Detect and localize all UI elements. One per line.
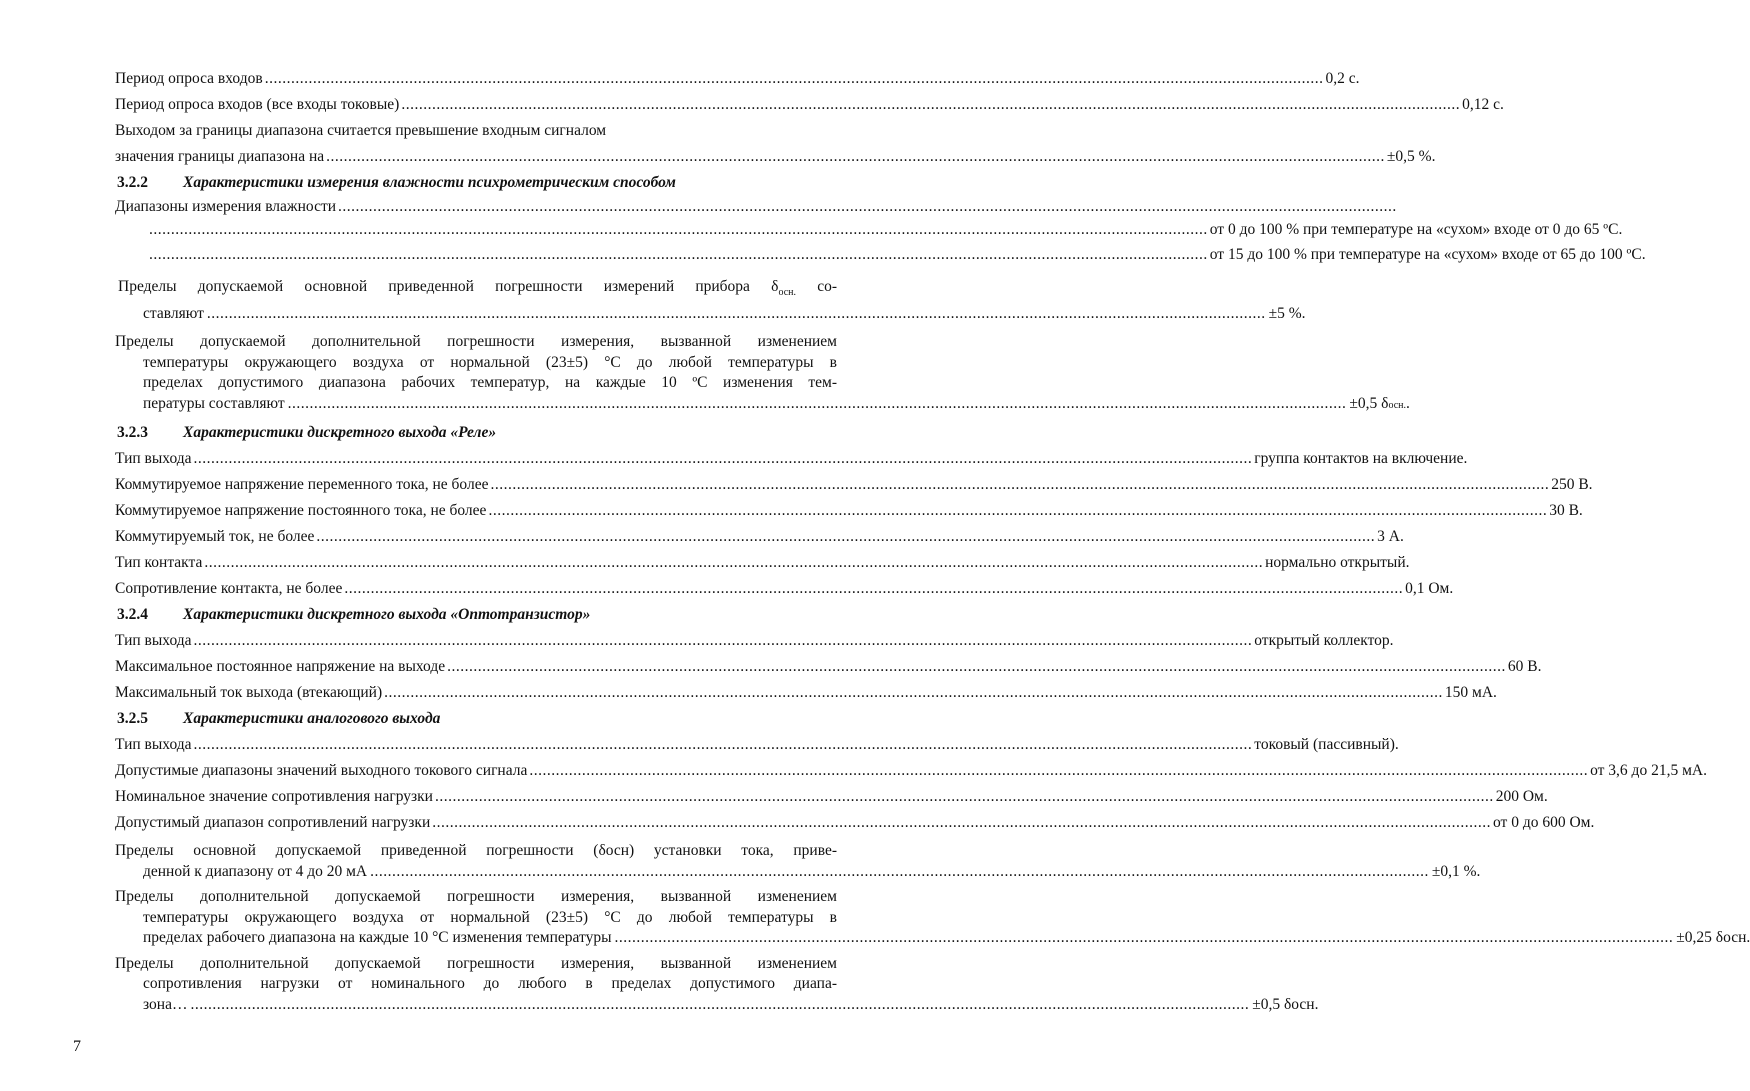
document-page: [115, 66, 1750, 1019]
spec-value: 250 В.: [1551, 476, 1593, 494]
error-paragraph: [115, 841, 1481, 882]
dot-leader: ..................................................................................................................................................................................................................................................: [614, 929, 1674, 947]
paragraph-line: пределах допустимого диапазона рабочих температур, на каждые 10 ºС изменения тем-: [143, 374, 837, 392]
spec-value: 0,1 Ом.: [1405, 580, 1454, 598]
page-number: 7: [73, 1038, 81, 1055]
spec-line: [115, 680, 1497, 706]
spec-label: Диапазоны измерения влажности: [115, 198, 337, 215]
dot-leader: ..................................................................................................................................................................................................................................................: [287, 394, 1347, 412]
spec-label: Тип выхода: [115, 736, 192, 754]
dot-leader: ..................................................................................................................................................................................................................................................: [264, 70, 1324, 87]
dot-leader: ..................................................................................................................................................................................................................................................: [338, 198, 1397, 215]
section-number: 3.2.2: [117, 174, 148, 191]
spec-label: Тип выхода: [115, 450, 192, 468]
spec-value: 150 мА.: [1444, 684, 1497, 702]
dot-leader: ..................................................................................................................................................................................................................................................: [370, 862, 1429, 880]
spec-label: значения границы диапазона на: [115, 148, 325, 165]
spec-value: 200 Ом.: [1495, 788, 1548, 806]
spec-line: [115, 144, 1436, 170]
error-paragraph: [115, 887, 1750, 949]
spec-label: Допустимые диапазоны значений выходного токового сигнала: [115, 762, 528, 780]
spec-value: токовый (пассивный).: [1254, 736, 1399, 754]
dot-leader: ..................................................................................................................................................................................................................................................: [193, 736, 1253, 754]
spec-label: Максимальный ток выхода (втекающий): [115, 684, 383, 702]
dot-leader: ..................................................................................................................................................................................................................................................: [193, 632, 1253, 650]
dot-leader: ..................................................................................................................................................................................................................................................: [490, 476, 1550, 494]
section-title: Характеристики дискретного выхода «Оптотранзистор»: [183, 606, 591, 624]
dot-leader: ..................................................................................................................................................................................................................................................: [401, 96, 1461, 113]
dot-leader: ..................................................................................................................................................................................................................................................: [384, 684, 1443, 702]
spec-label: Номинальное значение сопротивления нагрузки: [115, 788, 433, 806]
section-number: 3.2.5: [117, 710, 148, 728]
paragraph-line: пературы составляют .................................................................................................................................................................................................................................................. ±0,5 δ осн. .: [115, 394, 837, 417]
dot-leader: ..................................................................................................................................................................................................................................................: [529, 762, 1589, 780]
section-heading: [115, 420, 837, 446]
spec-value: нормально открытый.: [1265, 554, 1410, 572]
range-line: [115, 242, 1646, 268]
dot-leader: ..................................................................................................................................................................................................................................................: [149, 246, 1208, 263]
section-heading: [115, 706, 837, 732]
spec-label: Коммутируемое напряжение постоянного тока, не более: [115, 502, 487, 520]
dot-leader: ..................................................................................................................................................................................................................................................: [193, 450, 1253, 468]
dot-leader: ..................................................................................................................................................................................................................................................: [316, 528, 1376, 546]
spec-line: [115, 628, 1394, 654]
paragraph-line: денной к диапазону от 4 до 20 мА .................................................................................................................................................................................................................................................. ±0,1 %.: [115, 862, 837, 883]
paragraph-line: Пределы допускаемой основной приведенной погрешности измерений прибора $\delta_{осн.}$ со-: [118, 278, 837, 299]
section-number: 3.2.3: [117, 424, 148, 442]
spec-label: Коммутируемый ток, не более: [115, 528, 315, 546]
paragraph-line: ставляют .................................................................................................................................................................................................................................................. ±5 %.: [115, 304, 837, 325]
error-paragraph: [115, 277, 1306, 324]
paragraph-line: зона… .................................................................................................................................................................................................................................................. ±0,5 δосн.: [115, 995, 837, 1016]
spec-line: [115, 576, 1454, 602]
section-heading: [115, 602, 837, 628]
spec-value: от 0 до 600 Ом.: [1493, 814, 1595, 832]
dot-leader: ..................................................................................................................................................................................................................................................: [434, 788, 1494, 806]
paragraph-line: Пределы дополнительной допускаемой погрешности измерения, вызванной изменением: [115, 888, 837, 906]
dot-leader: ..................................................................................................................................................................................................................................................: [206, 304, 1266, 322]
spec-value: ±0,5 %.: [1386, 148, 1436, 165]
spec-value: 3 А.: [1377, 528, 1404, 546]
spec-value: от 3,6 до 21,5 мА.: [1590, 762, 1707, 780]
spec-line: [115, 498, 1583, 524]
paragraph-line: сопротивления нагрузки от номинального до любого в пределах допустимого диапа-: [143, 975, 837, 993]
paragraph-line: температуры окружающего воздуха от нормальной (23±5) °С до любой температуры в: [143, 908, 837, 926]
dot-leader: ..................................................................................................................................................................................................................................................: [326, 148, 1385, 165]
spec-line: [115, 472, 1593, 498]
spec-value: 30 В.: [1549, 502, 1583, 520]
spec-label: Максимальное постоянное напряжение на выходе: [115, 658, 446, 676]
dot-leader: ..................................................................................................................................................................................................................................................: [149, 221, 1208, 238]
spec-line: [115, 732, 1399, 758]
range-line: [115, 218, 1623, 242]
spec-line: [115, 654, 1542, 680]
spec-line: [115, 66, 1360, 92]
dot-leader: ..................................................................................................................................................................................................................................................: [432, 814, 1491, 832]
range-value: от 15 до 100 % при температуре на «сухом» входе от 65 до 100 ºС.: [1209, 246, 1646, 263]
spec-value: 0,2 с.: [1325, 70, 1360, 87]
dot-leader: ..................................................................................................................................................................................................................................................: [204, 554, 1264, 572]
spec-value: группа контактов на включение.: [1254, 450, 1468, 468]
paragraph-line: пределах рабочего диапазона на каждые 10 °С изменения температуры .................................................................................................................................................................................................................................................. ±0,25 δосн.: [115, 928, 837, 949]
section-heading: [115, 170, 837, 196]
spec-line: [115, 784, 1548, 810]
paragraph-line: Пределы дополнительной допускаемой погрешности измерения, вызванной изменением: [115, 954, 837, 972]
spec-label: Коммутируемое напряжение переменного тока, не более: [115, 476, 489, 494]
overrange-text: Выходом за границы диапазона считается превышение входным сигналом: [115, 122, 607, 139]
paragraph-line: Пределы основной допускаемой приведенной погрешности (δосн) установки тока, приве-: [115, 842, 837, 860]
section-title: Характеристики аналогового выхода: [183, 710, 441, 728]
range-value: от 0 до 100 % при температуре на «сухом» входе от 0 до 65 ºС.: [1209, 221, 1623, 238]
spec-line: [115, 196, 1397, 218]
spec-label: Сопротивление контакта, не более: [115, 580, 343, 598]
dot-leader: ..................................................................................................................................................................................................................................................: [190, 995, 1250, 1013]
spec-label: Тип выхода: [115, 632, 192, 650]
spec-value: 0,12 с.: [1462, 96, 1504, 113]
error-paragraph: [115, 954, 1319, 1016]
spec-line: [115, 524, 1404, 550]
spec-label: Период опроса входов: [115, 70, 263, 87]
section-number: 3.2.4: [117, 606, 148, 624]
spec-value: открытый коллектор.: [1254, 632, 1394, 650]
section-title: Характеристики измерения влажности психрометрическим способом: [183, 174, 676, 191]
spec-label: Тип контакта: [115, 554, 203, 572]
spec-line: [115, 810, 1595, 836]
error-paragraph: [115, 332, 1410, 416]
section-title: Характеристики дискретного выхода «Реле»: [183, 424, 497, 442]
paragraph-line: температуры окружающего воздуха от нормальной (23±5) °С до любой температуры в: [143, 353, 837, 371]
dot-leader: ..................................................................................................................................................................................................................................................: [447, 658, 1506, 676]
spec-line: [115, 446, 1468, 472]
spec-label: Допустимый диапазон сопротивлений нагрузки: [115, 814, 431, 832]
spec-line: [115, 92, 1504, 118]
spec-label: Период опроса входов (все входы токовые): [115, 96, 400, 113]
spec-line: [115, 550, 1410, 576]
paragraph-line: Пределы допускаемой дополнительной погрешности измерения, вызванной изменением: [115, 333, 837, 351]
dot-leader: ..................................................................................................................................................................................................................................................: [488, 502, 1548, 520]
dot-leader: ..................................................................................................................................................................................................................................................: [344, 580, 1404, 598]
spec-value: 60 В.: [1507, 658, 1542, 676]
spec-line: [115, 758, 1707, 784]
